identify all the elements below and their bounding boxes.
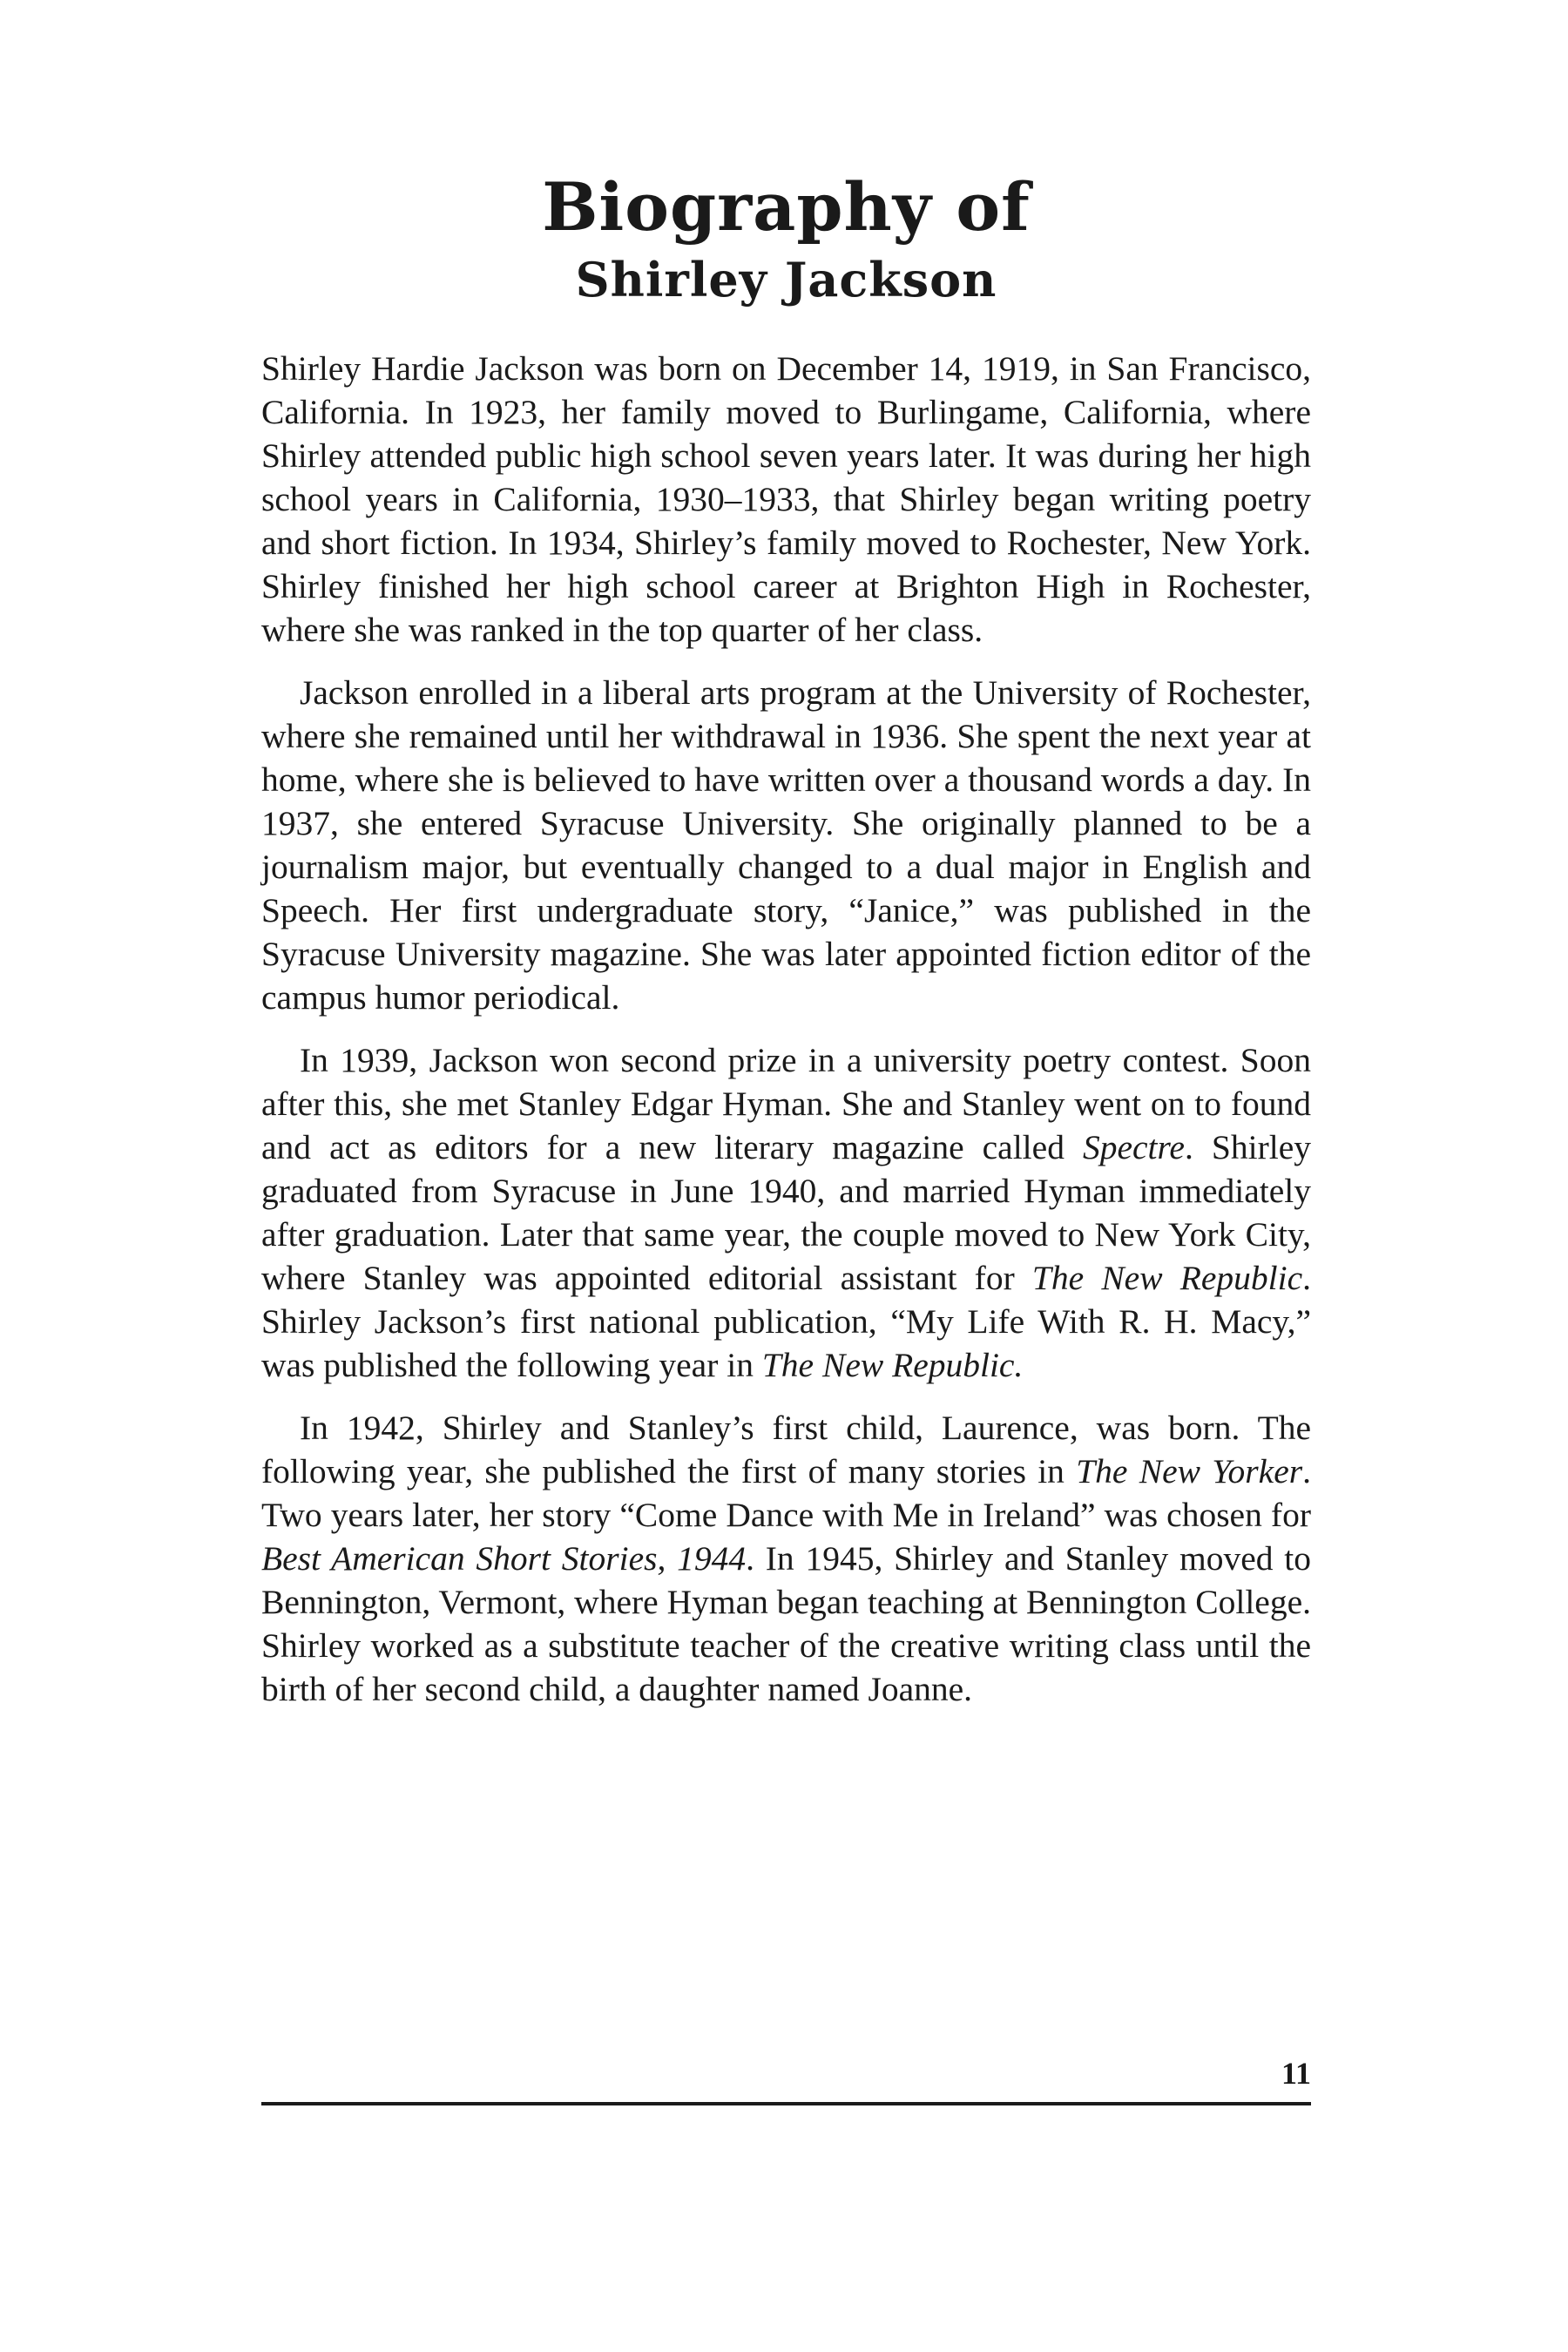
paragraph-1: Shirley Hardie Jackson was born on December 14, 1919, in San Francisco, California. In 1923, her family moved to Burlingame, California, where Shirley attended public high school seven years later. It was during her high school years in California, 1930–1933, that Shirley began writing poetry and short fiction. In 1934, Shirley’s family moved to Rochester, New York. Shirley finished her high school career at Brighton High in Rochester, where she was ranked in the top quarter of her class. <box>261 349 1311 649</box>
footer-rule <box>261 2102 1311 2105</box>
title-line-1: Biography of <box>542 168 1031 246</box>
paragraph-4-text-a: In 1942, Shirley and Stanley’s first child, Laurence, was born. The following year, she published the first of many stories in <box>261 1409 1311 1490</box>
book-page <box>261 0 1311 2352</box>
biography-text <box>261 347 1311 1730</box>
paragraph-4-text-c: . Two years later, her story “Come Dance with Me in Ireland” was chosen for <box>261 1452 1311 1534</box>
best-american-short-stories-title: Best American Short Stories, 1944 <box>261 1539 747 1578</box>
paragraph-2: Jackson enrolled in a liberal arts program at the University of Rochester, where she remained until her withdrawal in 1936. She spent the next year at home, where she is believed to have written over a thousand words a day. In 1937, she entered Syracuse University. She originally planned to be a journalism major, but eventually changed to a dual major in English and Speech. Her first undergraduate story, “Janice,” was published in the Syracuse University magazine. She was later appointed fiction editor of the campus humor periodical. <box>261 673 1311 1017</box>
new-yorker-title: The New Yorker <box>1076 1452 1303 1490</box>
page-title <box>261 166 1311 310</box>
new-republic-title: The New Republic <box>1031 1259 1303 1297</box>
new-republic-title-2: The New Republic. <box>761 1346 1024 1384</box>
page-number: 11 <box>1281 2056 1311 2091</box>
paragraph-3 <box>261 1038 1311 1387</box>
paragraph-3-text-a: In 1939, Jackson won second prize in a university poetry contest. Soon after this, she met Stanley Edgar Hyman. She and Stanley went on to found and act as editors for a new literary magazine called <box>261 1041 1311 1166</box>
paragraph-3-text-c: . Shirley graduated from Syracuse in June 1940, and married Hyman immediately after graduation. Later that same year, the couple moved to New York City, where Stanley was appointed editorial assistant for <box>261 1128 1311 1297</box>
title-line-2: Shirley Jackson <box>575 252 997 308</box>
paragraph-4 <box>261 1406 1311 1711</box>
paragraph-4-text-e: . In 1945, Shirley and Stanley moved to Bennington, Vermont, where Hyman began teaching at Bennington College. Shirley worked as a substitute teacher of the creative writing class until the birth of her second child, a daughter named Joanne. <box>261 1539 1311 1708</box>
spectre-title: Spectre <box>1082 1128 1185 1166</box>
paragraph-3-text-e: . Shirley Jackson’s first national publication, “My Life With R. H. Macy,” was published the following year in <box>261 1259 1311 1384</box>
